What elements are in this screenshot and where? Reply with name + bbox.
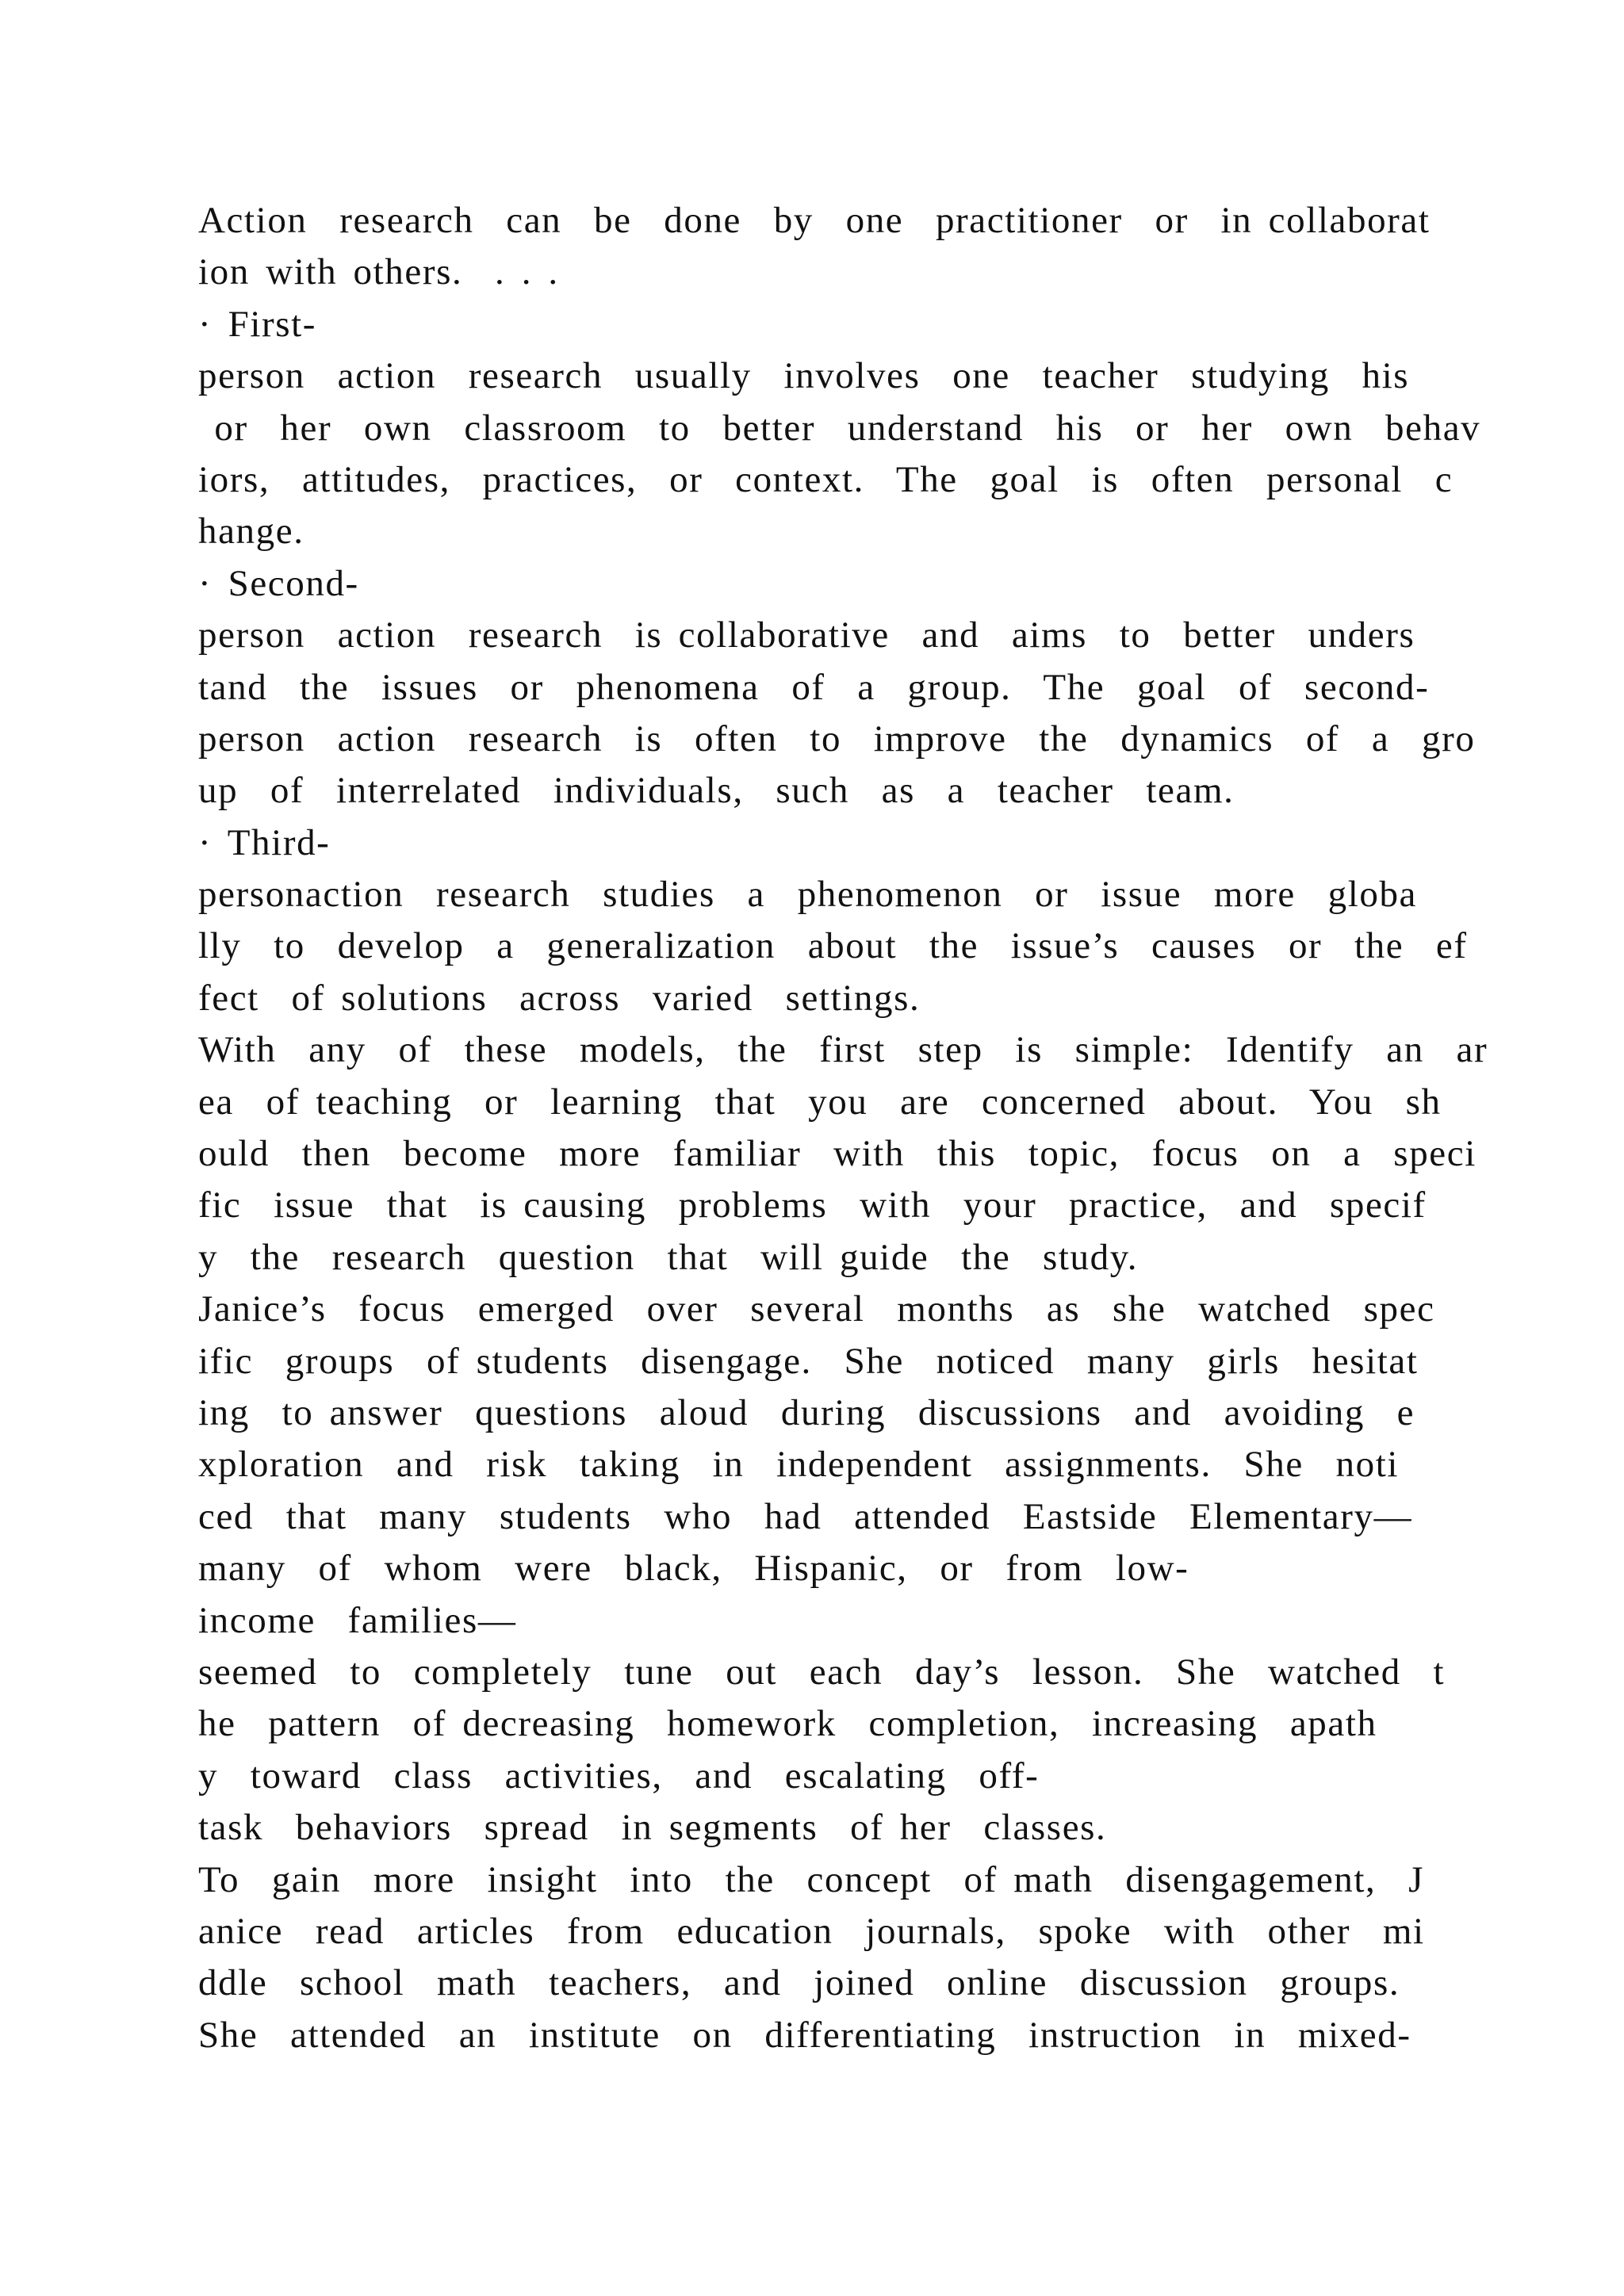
text-line: many of whom were black, Hispanic, or from low- — [198, 1548, 1189, 1590]
text-line: y the research question that will guide the study. — [198, 1236, 1139, 1278]
text-line: person action research usually involves one teacher studying his — [198, 355, 1410, 397]
text-line: he pattern of decreasing homework completion, increasing apath — [198, 1703, 1377, 1745]
text-line: seemed to completely tune out each day’s lesson. She watched t — [198, 1651, 1446, 1693]
text-line: hange. — [198, 511, 304, 553]
text-line: She attended an institute on differentiating instruction in mixed- — [198, 2014, 1411, 2056]
text-line: ea of teaching or learning that you are concerned about. You sh — [198, 1081, 1442, 1123]
bullet-third-label: · Third- — [198, 821, 331, 863]
text-line: income families— — [198, 1599, 517, 1641]
text-line: personaction research studies a phenomenon or issue more globa — [198, 874, 1418, 916]
text-line: xploration and risk taking in independent assignments. She noti — [198, 1444, 1400, 1486]
bullet-first-label: · First- — [198, 303, 317, 345]
text-line: up of interrelated individuals, such as a teacher team. — [198, 770, 1235, 812]
body-text — [198, 195, 1488, 2061]
text-line: Action research can be done by one practitioner or in collaborat — [198, 200, 1431, 241]
text-line: Janice’s focus emerged over several months as she watched spec — [198, 1288, 1435, 1330]
text-line: task behaviors spread in segments of her classes. — [198, 1807, 1107, 1849]
text-line: To gain more insight into the concept of math disengagement, J — [198, 1858, 1424, 1900]
text-line: or her own classroom to better understand his or her own behav — [198, 407, 1481, 449]
text-line: anice read articles from education journals, spoke with other mi — [198, 1910, 1425, 1952]
text-line: ddle school math teachers, and joined online discussion groups. — [198, 1962, 1400, 2004]
text-line: tand the issues or phenomena of a group. The goal of second- — [198, 666, 1430, 708]
text-line: person action research is collaborative and aims to better unders — [198, 614, 1415, 656]
text-line: ific groups of students disengage. She noticed many girls hesitat — [198, 1340, 1419, 1382]
text-line: ced that many students who had attended Eastside Elementary— — [198, 1495, 1413, 1537]
text-line: ion with others. . . . — [198, 251, 559, 293]
text-line: y toward class activities, and escalating off- — [198, 1755, 1040, 1797]
text-line: With any of these models, the first step is simple: Identify an ar — [198, 1029, 1488, 1071]
text-line: iors, attitudes, practices, or context. The goal is often personal c — [198, 458, 1454, 500]
text-line: fect of solutions across varied settings. — [198, 977, 921, 1019]
bullet-second-label: · Second- — [198, 562, 359, 604]
text-line: fic issue that is causing problems with your practice, and specif — [198, 1184, 1427, 1226]
text-line: lly to develop a generalization about the issue’s causes or the ef — [198, 925, 1468, 967]
text-line: ing to answer questions aloud during discussions and avoiding e — [198, 1391, 1415, 1433]
text-line: ould then become more familiar with this topic, focus on a speci — [198, 1133, 1477, 1175]
text-line: person action research is often to improve the dynamics of a gro — [198, 718, 1476, 760]
